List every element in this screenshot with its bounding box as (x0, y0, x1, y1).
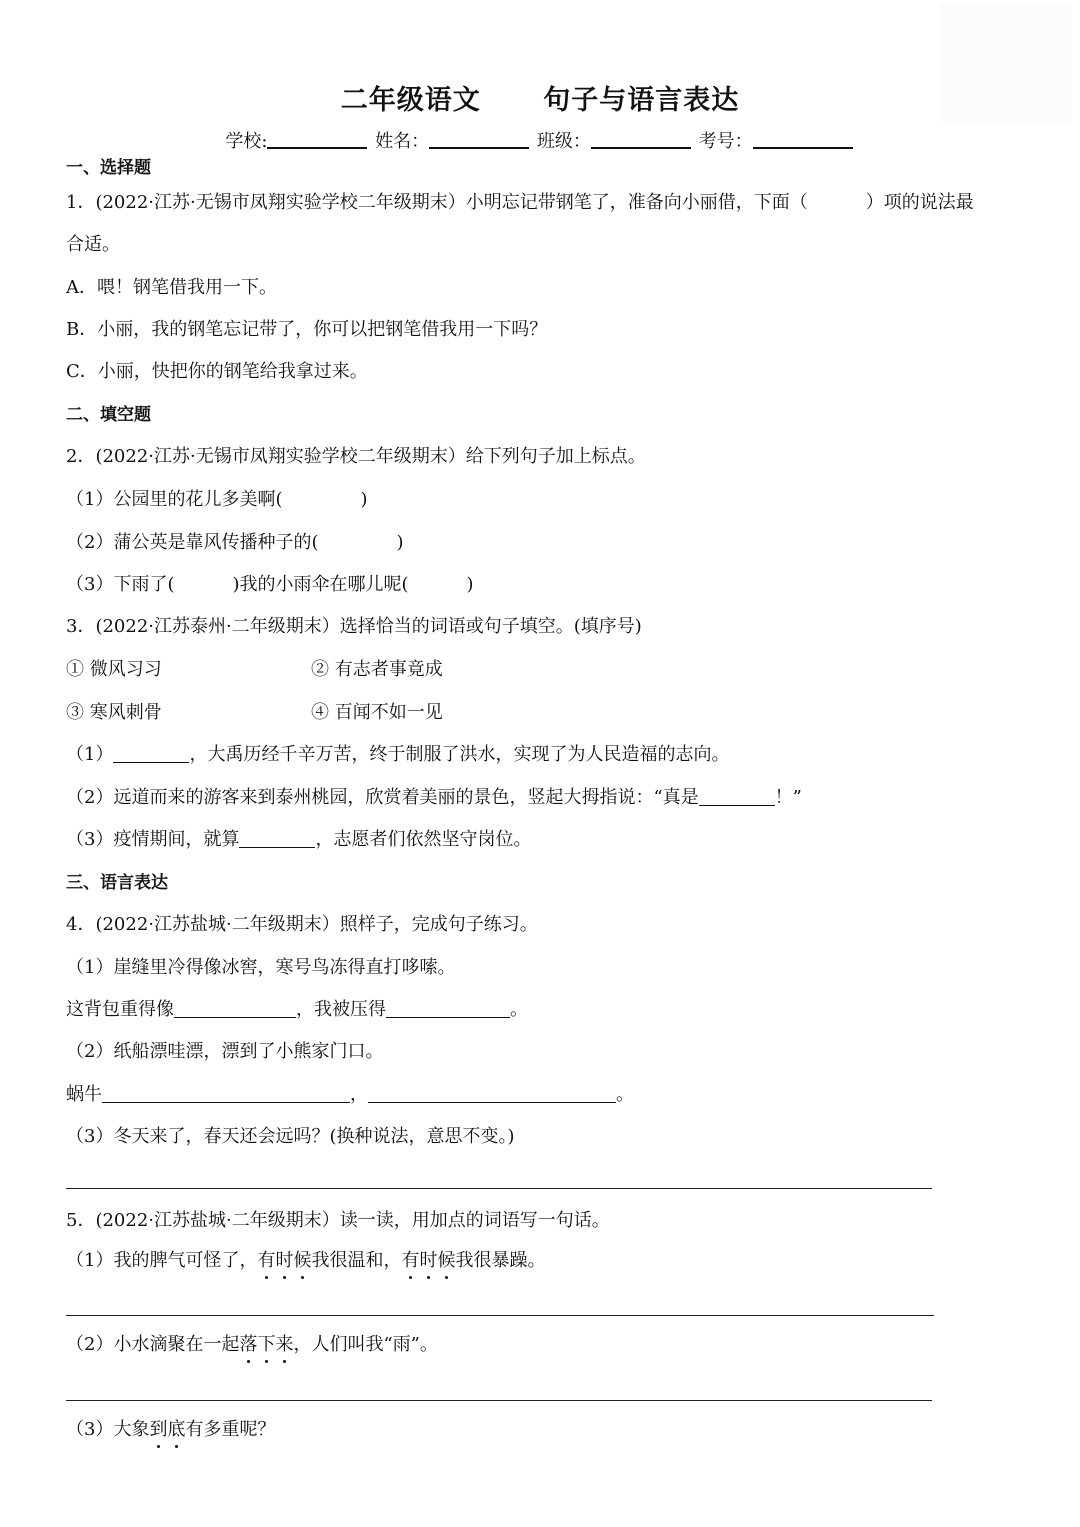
page-title: 二年级语文 句子与语言表达 (340, 85, 740, 116)
q5-item-2-text-b: ，人们叫我“雨”。 (293, 1334, 438, 1355)
q4-example-3: （3）冬天来了，春天还会远吗？(换种说法，意思不变。) (66, 1126, 515, 1147)
emphasis-char: 候 (437, 1250, 456, 1271)
name-field[interactable] (429, 129, 529, 149)
q5-stem: 5．(2022·江苏盐城·二年级期末）读一读，用加点的词语写一句话。 (66, 1210, 610, 1231)
q2-item-2-close: ) (396, 532, 404, 553)
q3-item-1-blank[interactable] (113, 744, 189, 763)
q2-item-1-close: ) (360, 489, 368, 510)
exam-no-field[interactable] (753, 129, 853, 149)
q3-item-2-text: （2）远道而来的游客来到泰州桃园，欣赏着美丽的景色，竖起大拇指说：“真是 (66, 787, 699, 808)
q3-item-3-text-a: （3）疫情期间，就算 (66, 829, 240, 850)
q1-option-b: B．小丽，我的钢笔忘记带了，你可以把钢笔借我用一下吗？ (66, 319, 548, 340)
q5-item-3-text-a: （3）大象 (66, 1419, 150, 1440)
q3-item-2-blank[interactable] (699, 787, 775, 806)
q2-item-1-text: （1）公园里的花儿多美啊( (66, 489, 283, 510)
q1-option-c: C．小丽，快把你的钢笔给我拿过来。 (66, 361, 368, 382)
q3-choice-1: ① 微风习习 (66, 659, 162, 680)
name-label: 姓名： (375, 131, 430, 152)
q2-stem: 2．(2022·江苏·无锡市凤翔实验学校二年级期末）给下列句子加上标点。 (66, 446, 646, 467)
q3-choice-2: ② 有志者事竟成 (311, 659, 443, 680)
class-field[interactable] (591, 129, 691, 149)
q3-item-2 (66, 786, 802, 810)
emphasis-char: 候 (293, 1250, 312, 1271)
q2-item-3 (66, 573, 474, 597)
q4-answer-2-blank-a[interactable] (102, 1084, 350, 1103)
q5-answer-1-line[interactable] (66, 1315, 934, 1316)
q4-answer-1-text-a: 这背包重得像 (66, 999, 174, 1020)
emphasis-char: 到 (149, 1419, 168, 1440)
q4-answer-1-end: 。 (510, 999, 528, 1020)
school-label: 学校: (225, 131, 268, 152)
q3-item-3-text-b: ，志愿者们依然坚守岗位。 (315, 829, 532, 850)
q2-item-3-text-a: （3）下雨了( (66, 574, 175, 595)
q4-answer-1-text-b: ，我被压得 (296, 999, 386, 1020)
q3-stem: 3．(2022·江苏泰州·二年级期末）选择恰当的词语或句子填空。(填序号) (66, 616, 642, 637)
q5-item-2-dotted (239, 1334, 293, 1355)
q1-stem-cont: 合适。 (66, 234, 120, 255)
q1-stem-part2: ）项的说法最 (865, 192, 974, 213)
emphasis-char: 有 (257, 1250, 276, 1271)
q3-item-1-prefix: （1） (66, 744, 114, 765)
q5-item-1-text-b: 我很温和， (311, 1250, 402, 1271)
q5-item-3-dotted (149, 1419, 185, 1440)
q5-item-3-text-b: 有多重呢？ (185, 1419, 276, 1440)
q2-item-3-text-b: )我的小雨伞在哪儿呢( (232, 574, 409, 595)
q2-item-1 (66, 488, 368, 512)
q2-item-2 (66, 531, 404, 555)
school-field[interactable] (267, 129, 367, 149)
q2-item-2-text: （2）蒲公英是靠风传播种子的( (66, 532, 319, 553)
q4-answer-1-blank-b[interactable] (386, 999, 510, 1018)
q5-item-1-dotted-b (401, 1250, 455, 1271)
q2-item-3-close: ) (466, 574, 474, 595)
q4-answer-2-end: 。 (616, 1084, 634, 1105)
q5-item-1-text-c: 我很暴躁。 (455, 1250, 546, 1271)
q5-item-2 (66, 1333, 438, 1357)
q4-answer-2-comma: ， (350, 1084, 368, 1105)
q3-choice-3: ③ 寒风刺骨 (66, 702, 162, 723)
q1-option-a: A．喂！钢笔借我用一下。 (66, 277, 277, 298)
q4-stem: 4．(2022·江苏盐城·二年级期末）照样子，完成句子练习。 (66, 914, 538, 935)
class-label: 班级： (536, 131, 591, 152)
q3-item-3-blank[interactable] (239, 829, 315, 848)
q3-item-2-close: ！” (774, 787, 802, 808)
emphasis-char: 时 (419, 1250, 438, 1271)
emphasis-char: 底 (167, 1419, 186, 1440)
section-heading-choice: 一、选择题 (66, 158, 151, 178)
emphasis-char: 落 (239, 1334, 258, 1355)
q5-item-1-dotted-a (257, 1250, 311, 1271)
q4-answer-1 (66, 998, 528, 1022)
q1-stem (66, 191, 974, 215)
q4-answer-1-blank-a[interactable] (174, 999, 296, 1018)
section-heading-fill: 二、填空题 (66, 405, 151, 425)
q5-item-1-text-a: （1）我的脾气可怪了， (66, 1250, 258, 1271)
emphasis-char: 下 (257, 1334, 276, 1355)
q4-answer-2-blank-b[interactable] (368, 1084, 616, 1103)
section-heading-expression: 三、语言表达 (66, 873, 168, 893)
student-info-row (0, 127, 1080, 153)
q4-example-2: （2）纸船漂哇漂，漂到了小熊家门口。 (66, 1041, 384, 1062)
q4-answer-2 (66, 1083, 634, 1107)
q5-answer-2-line[interactable] (66, 1400, 932, 1401)
q5-item-2-text-a: （2）小水滴聚在一起 (66, 1334, 240, 1355)
q1-stem-part1: 1．(2022·江苏·无锡市凤翔实验学校二年级期末）小明忘记带钢笔了，准备向小丽借，下面（ (66, 192, 808, 213)
emphasis-char: 来 (275, 1334, 294, 1355)
q3-choice-4: ④ 百闻不如一见 (311, 702, 443, 723)
q4-answer-3-line[interactable] (66, 1188, 932, 1189)
q5-item-1 (66, 1249, 545, 1273)
q4-answer-2-text: 蜗牛 (66, 1084, 102, 1105)
q3-item-1 (66, 743, 729, 767)
q3-item-1-text: ，大禹历经千辛万苦，终于制服了洪水，实现了为人民造福的志向。 (189, 744, 730, 765)
q5-item-3 (66, 1418, 275, 1442)
emphasis-char: 有 (401, 1250, 420, 1271)
exam-no-label: 考号： (698, 131, 753, 152)
q4-example-1: （1）崖缝里冷得像冰窖，寒号鸟冻得直打哆嗦。 (66, 957, 456, 978)
emphasis-char: 时 (275, 1250, 294, 1271)
q3-item-3 (66, 828, 531, 852)
